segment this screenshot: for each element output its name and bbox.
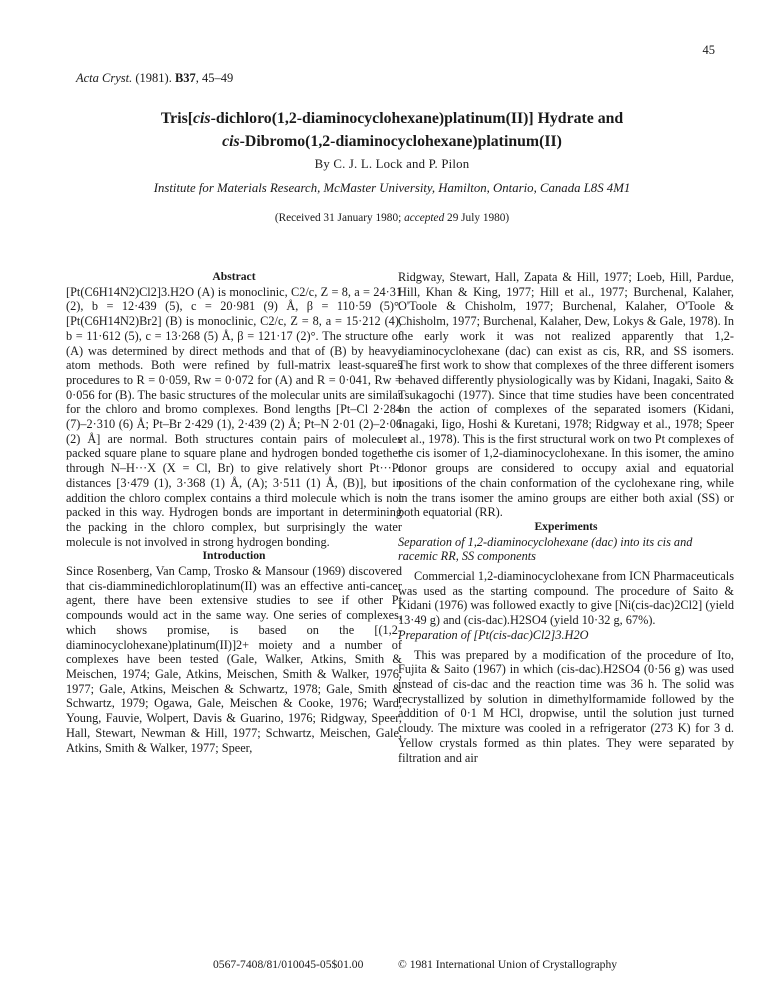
experiments-heading: Experiments <box>534 519 598 533</box>
right-column <box>398 270 734 765</box>
paper-title <box>60 107 724 153</box>
introduction-text: Since Rosenberg, Van Camp, Trosko & Mansour (1969) discovered that cis-diamminedichloroplatinum(II) was an effective anti-cancer agent, there have been extensive studies to see if other Pt compounds would act in the same way. One series of complexes, which shows promise, is based on the [(1,2-diaminocyclohexane)platinum(II)]2+ moiety and a number of complexes have been tested (Gale, Walker, Atkins, Smith & Meischen, 1974; Gale, Atkins, Meischen, Smith & Walker, 1976, 1977; Gale, Atkins, Meischen & Schwartz, 1978; Gale, Smith & Schwartz, 1979; Ogawa, Gale, Meischen & Cooke, 1976; Ward, Young, Fauvie, Wolpert, Davis & Guarino, 1976; Ridgway, Speer, Hall, Stewart, Newman & Hill, 1977; Schwartz, Meischen, Gale, Atkins, Smith & Walker, 1977; Speer, <box>66 564 402 755</box>
received-date: 31 January 1980; <box>320 212 405 224</box>
institution: Institute for Materials Research, McMaster University, Hamilton, Ontario, Canada L8S 4M1 <box>153 181 631 195</box>
title-rest-1: -dichloro(1,2-diaminocyclohexane)platinum(II)] Hydrate and <box>210 110 624 127</box>
citation-pages: , 45–49 <box>195 71 234 85</box>
footer-copyright: © 1981 International Union of Crystallography <box>398 958 618 971</box>
accepted-date: 29 July 1980) <box>444 212 510 224</box>
title-line-1 <box>60 107 724 130</box>
title-italic-1: cis <box>193 110 211 127</box>
accepted-label: accepted <box>404 212 445 224</box>
citation-volume: B37 <box>174 71 196 85</box>
preparation-text: This was prepared by a modification of the procedure of Ito, Fujita & Saito (1967) in which (cis-dac).H2SO4 (0·56 g) was used instead of cis-dac and the reaction time was 36 h. The solid was recrystallized by solution in dimethylformamide followed by the addition of 0·1 M HCl, dropwise, until the solution just turned cloudy. The mixture was cooled in a refrigerator (273 K) for 3 d. Yellow crystals formed as thin plates. They were separated by filtration and air <box>398 647 734 765</box>
journal-name: Acta Cryst. <box>76 71 133 85</box>
abstract-heading: Abstract <box>212 270 256 283</box>
separation-subheading: Separation of 1,2-diaminocyclohexane (dac) into its cis and racemic RR, SS components <box>398 534 693 564</box>
page-number: 45 <box>702 43 715 57</box>
left-column <box>66 270 402 755</box>
citation-year: (1981). <box>135 71 172 85</box>
journal-citation <box>76 71 233 86</box>
authors: By C. J. L. Lock and P. Pilon <box>314 157 470 171</box>
separation-text: Commercial 1,2-diaminocyclohexane from ICN Pharmaceuticals was used as the starting compound. The procedure of Saito & Kidani (1976) was followed exactly to give [Ni(cis-dac)2Cl2] (yield 13·49 g) and (cis-dac).H2SO4 (yield 10·32 g, 67%). <box>398 569 735 628</box>
footer-issn: 0567-7408/81/010045-05$01.00 <box>213 958 364 971</box>
preparation-subheading: Preparation of [Pt(cis-dac)Cl2]3.H2O <box>398 627 589 642</box>
title-rest-2: -Dibromo(1,2-diaminocyclohexane)platinum(II) <box>239 133 562 150</box>
introduction-heading: Introduction <box>202 549 266 563</box>
received-dates <box>0 212 784 224</box>
title-line-2 <box>60 130 724 153</box>
abstract-text: [Pt(C6H14N2)Cl2]3.H2O (A) is monoclinic, C2/c, Z = 8, a = 24·31 (2), b = 12·439 (5), c = 20·981 (9) Å, β = 110·59 (5)°. [Pt(C6H14N2)Br2] (B) is monoclinic, C2/c, Z = 8, a = 15·212 (4), b = 11·612 (5), c = 13·268 (5) Å, β = 121·17 (2)°. The structure of (A) was determined by direct methods and that of (B) by heavy-atom methods. Both were refined by full-matrix least-squares procedures to R = 0·059, Rw = 0·072 for (A) and R = 0·041, Rw = 0·056 for (B). The basic structures of the molecular units are similar for the chloro and bromo complexes. Bond lengths [Pt–Cl 2·284 (7)–2·310 (6) Å; Pt–Br 2·429 (1), 2·439 (2) Å; Pt–N 2·01 (2)–2·06 (2) Å] are normal. Both structures contain pairs of molecules packed square plane to square plane and hydrogen bonded together through N–H···X (X = Cl, Br) to give relatively short Pt···Pt distances [3·479 (1), 3·368 (1) Å, (A); 3·511 (1) Å, (B)], but in addition the chloro complex contains a third molecule which is not packed in this way. Hydrogen bonds are important in determining the packing in the chloro complex, but surprisingly the water molecule is not involved in strong hydrogen bonding. <box>66 284 402 549</box>
received-label: (Received <box>274 212 321 224</box>
title-italic-2: cis <box>222 133 240 150</box>
introduction-continued-text: Ridgway, Stewart, Hall, Zapata & Hill, 1977; Loeb, Hill, Pardue, Hill, Khan & King, 1977; Hill et al., 1977; Burchenal, Kalaher, O'Toole & Chisholm, 1977; Burchenal, Kalaher, O'Toole & Chisholm, 1977; Burchenal, Kalaher, Dew, Lokys & Gale, 1978). In the early work it was not realized apparently that 1,2-diaminocyclohexane (dac) can exist as cis, RR, and SS isomers. The first work to show that complexes of the three different isomers behaved differently physiologically was by Kidani, Inagaki, Saito & Tsukagochi (1977). Since that time studies have been concentrated on the action of complexes of the separated isomers (Kidani, Inagaki, Iigo, Hoshi & Kuretani, 1978; Ridgway et al., 1978; Speer et al., 1978). This is the first structural work on two Pt complexes of the cis isomer of 1,2-diaminocyclohexane. In this isomer, the amino donor groups are considered to occupy axial and equatorial positions of the chain conformation of the cyclohexane ring, while in the trans isomer the amino groups are either both axial (SS) or both equatorial (RR). <box>398 270 734 520</box>
title-prefix: Tris[ <box>160 110 193 127</box>
